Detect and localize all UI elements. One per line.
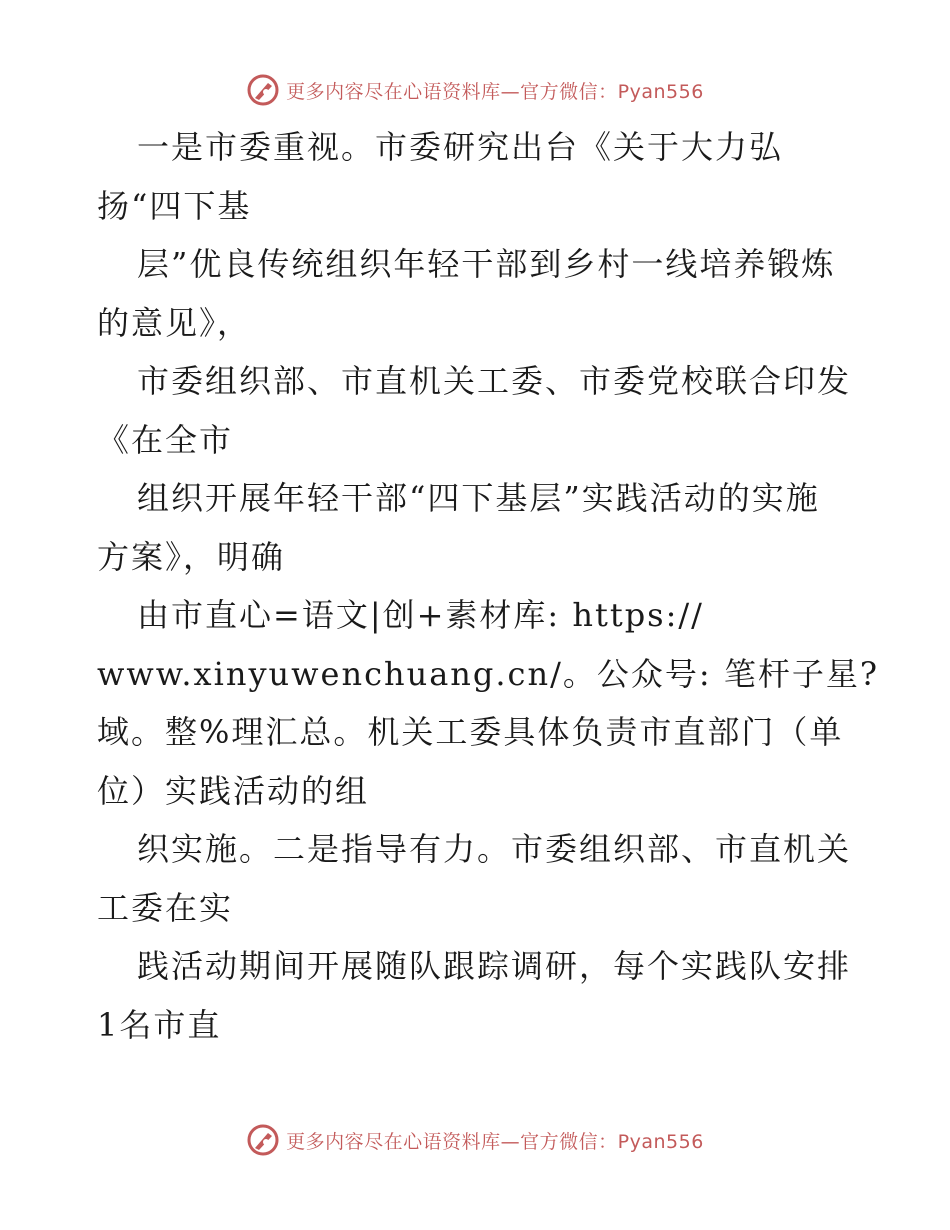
- pen-logo-icon: [246, 1123, 280, 1157]
- watermark-text: 更多内容尽在心语资料库—官方微信：Pyan556: [286, 1130, 704, 1153]
- text-line: 层”优良传统组织年轻干部到乡村一线培养锻炼: [137, 245, 836, 283]
- text-line: 的意见》，: [97, 303, 252, 342]
- text-line: 践活动期间开展随队跟踪调研，每个实践队安排: [137, 947, 852, 985]
- document-body: [97, 118, 879, 1054]
- text-line: 域。整%理汇总。机关工委具体负责市直部门（单: [97, 713, 844, 751]
- text-line: 1名市直: [97, 1005, 222, 1044]
- text-line: 《在全市: [97, 420, 234, 459]
- text-line: 市委组织部、市直机关工委、市委党校联合印发: [137, 362, 852, 400]
- text-line: 工委在实: [97, 888, 234, 927]
- text-line: 扬“四下基: [97, 186, 252, 225]
- footer-watermark: [0, 1120, 950, 1160]
- pen-logo-icon: [246, 73, 280, 107]
- header-watermark: [0, 70, 950, 110]
- text-line: 方案》，明确: [97, 537, 286, 576]
- text-line: 位）实践活动的组: [97, 771, 370, 810]
- watermark-text: 更多内容尽在心语资料库—官方微信：Pyan556: [286, 80, 704, 103]
- text-line: 一是市委重视。市委研究出台《关于大力弘: [137, 128, 784, 166]
- text-line: www.xinyuwenchuang.cn/。公众号: 笔杆子星?: [97, 654, 879, 693]
- text-line: 组织开展年轻干部“四下基层”实践活动的实施: [137, 479, 820, 517]
- text-line: 由市直心=语文|创+素材库: https://: [137, 596, 704, 634]
- text-line: 织实施。二是指导有力。市委组织部、市直机关: [137, 830, 852, 868]
